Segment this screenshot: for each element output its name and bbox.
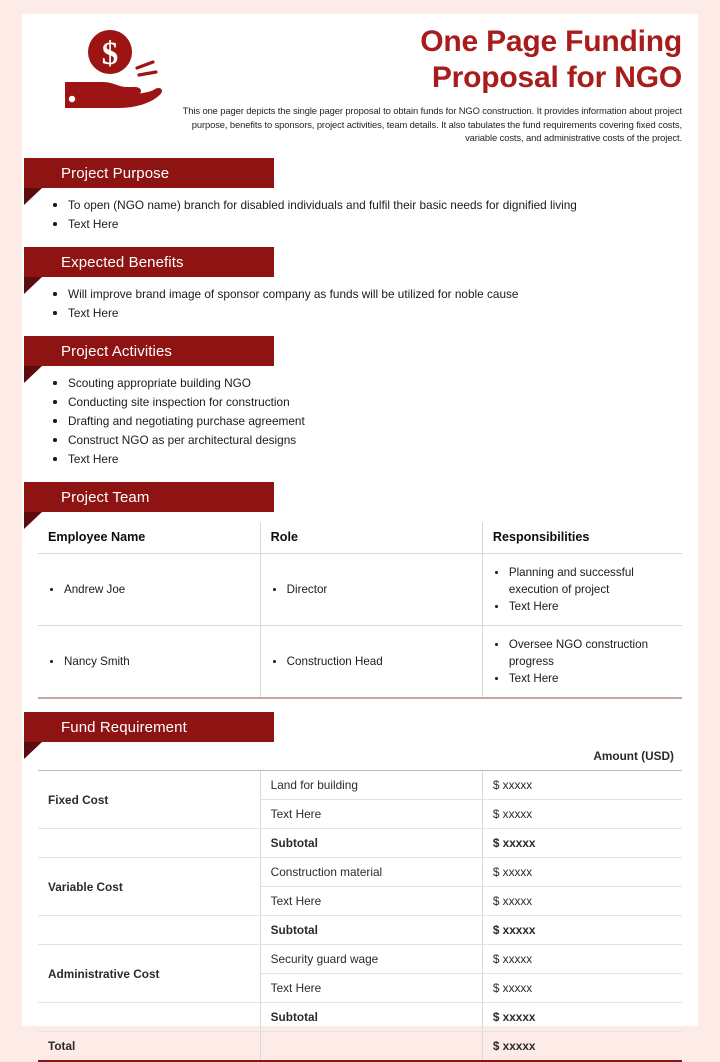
banner-fold-icon <box>24 742 42 759</box>
banner-project-activities <box>38 336 682 366</box>
list-item: Andrew Joe <box>38 581 260 598</box>
page-title-line1: One Page Funding <box>420 25 682 58</box>
banner-shape <box>24 158 274 188</box>
table-row <box>38 858 682 887</box>
cell-category: Fixed Cost <box>38 771 260 829</box>
title-block <box>182 24 682 145</box>
list-item: Construction Head <box>261 653 482 670</box>
cell-item: Text Here <box>260 974 482 1003</box>
list-item: Text Here <box>483 670 682 687</box>
cell-total-label: Total <box>38 1032 260 1062</box>
section-fund-requirement <box>22 712 698 1062</box>
cell-responsibilities <box>482 626 682 699</box>
section-project-activities <box>22 336 698 468</box>
fund-header-blank-2 <box>260 742 482 771</box>
table-row-total <box>38 1032 682 1062</box>
cell-role <box>260 626 482 699</box>
cell-category-blank <box>38 1003 260 1032</box>
cell-amount: $ xxxxx <box>482 887 682 916</box>
banner-shape <box>24 482 274 512</box>
section-title: Project Activities <box>61 342 173 360</box>
list-item: To open (NGO name) branch for disabled individuals and fulfil their basic needs for dignified living <box>38 196 682 214</box>
banner-project-purpose <box>38 158 682 188</box>
document-card <box>22 14 698 1053</box>
cell-responsibilities <box>482 554 682 626</box>
list-item: Will improve brand image of sponsor company as funds will be utilized for noble cause <box>38 285 682 303</box>
cell-item: Land for building <box>260 771 482 800</box>
cell-category-blank <box>38 916 260 945</box>
list-item: Nancy Smith <box>38 653 260 670</box>
purpose-bullet-list <box>38 196 682 233</box>
activities-bullet-list <box>38 374 682 468</box>
cell-subtotal-amount: $ xxxxx <box>482 1003 682 1032</box>
banner-shape <box>24 247 274 277</box>
banner-expected-benefits <box>38 247 682 277</box>
project-team-table <box>38 522 682 699</box>
banner-fund-requirement <box>38 712 682 742</box>
section-title: Expected Benefits <box>61 253 184 271</box>
cell-item: Construction material <box>260 858 482 887</box>
cell-amount: $ xxxxx <box>482 974 682 1003</box>
cell-item: Security guard wage <box>260 945 482 974</box>
column-header-role: Role <box>260 522 482 554</box>
page-title-line2: Proposal for NGO <box>431 61 682 94</box>
document-header <box>22 14 698 154</box>
list-item: Text Here <box>38 304 682 322</box>
section-expected-benefits <box>22 247 698 322</box>
column-header-employee-name: Employee Name <box>38 522 260 554</box>
section-project-purpose <box>22 158 698 233</box>
list-item: Planning and successful execution of project <box>483 564 682 598</box>
section-title: Project Team <box>61 488 150 506</box>
column-header-amount: Amount (USD) <box>482 742 682 771</box>
cell-item: Text Here <box>260 887 482 916</box>
table-row <box>38 554 682 626</box>
cell-amount: $ xxxxx <box>482 771 682 800</box>
list-item: Drafting and negotiating purchase agreement <box>38 412 682 430</box>
list-item: Conducting site inspection for construction <box>38 393 682 411</box>
cell-category: Variable Cost <box>38 858 260 916</box>
column-header-responsibilities: Responsibilities <box>482 522 682 554</box>
cell-subtotal-label: Subtotal <box>260 916 482 945</box>
fund-header-blank-1 <box>38 742 260 771</box>
benefits-bullet-list <box>38 285 682 322</box>
cell-total-blank <box>260 1032 482 1062</box>
cell-subtotal-label: Subtotal <box>260 1003 482 1032</box>
cell-employee-name <box>38 554 260 626</box>
table-row-subtotal <box>38 829 682 858</box>
cell-total-amount: $ xxxxx <box>482 1032 682 1062</box>
cell-subtotal-amount: $ xxxxx <box>482 916 682 945</box>
section-title: Fund Requirement <box>61 718 187 736</box>
cell-category-blank <box>38 829 260 858</box>
list-item: Oversee NGO construction progress <box>483 636 682 670</box>
list-item: Text Here <box>38 450 682 468</box>
table-row <box>38 626 682 699</box>
table-header-row <box>38 522 682 554</box>
fund-header-row <box>38 742 682 771</box>
page-description: This one pager depicts the single pager proposal to obtain funds for NGO construction. It provides information about project purpose, benefits to sponsors, project activities, team details. It also tabulates the fund requirements covering fixed costs, variable costs, and administrative costs of the project. <box>182 105 682 143</box>
list-item: Scouting appropriate building NGO <box>38 374 682 392</box>
banner-shape <box>24 336 274 366</box>
cell-subtotal-amount: $ xxxxx <box>482 829 682 858</box>
cell-item: Text Here <box>260 800 482 829</box>
table-row <box>38 771 682 800</box>
hand-holding-dollar-coin-icon <box>55 26 165 110</box>
fund-requirement-table <box>38 742 682 1062</box>
banner-fold-icon <box>24 512 42 529</box>
cell-employee-name <box>38 626 260 699</box>
table-row-subtotal <box>38 916 682 945</box>
section-title: Project Purpose <box>61 164 170 182</box>
cell-role <box>260 554 482 626</box>
list-item: Text Here <box>483 598 682 615</box>
cell-category: Administrative Cost <box>38 945 260 1003</box>
list-item: Construct NGO as per architectural designs <box>38 431 682 449</box>
list-item: Text Here <box>38 215 682 233</box>
list-item: Director <box>261 581 482 598</box>
cell-amount: $ xxxxx <box>482 800 682 829</box>
banner-project-team <box>38 482 682 512</box>
table-row-subtotal <box>38 1003 682 1032</box>
table-row <box>38 945 682 974</box>
cell-amount: $ xxxxx <box>482 858 682 887</box>
svg-text:$: $ <box>101 36 119 72</box>
section-project-team <box>22 482 698 699</box>
banner-shape <box>24 712 274 742</box>
cell-subtotal-label: Subtotal <box>260 829 482 858</box>
cell-amount: $ xxxxx <box>482 945 682 974</box>
